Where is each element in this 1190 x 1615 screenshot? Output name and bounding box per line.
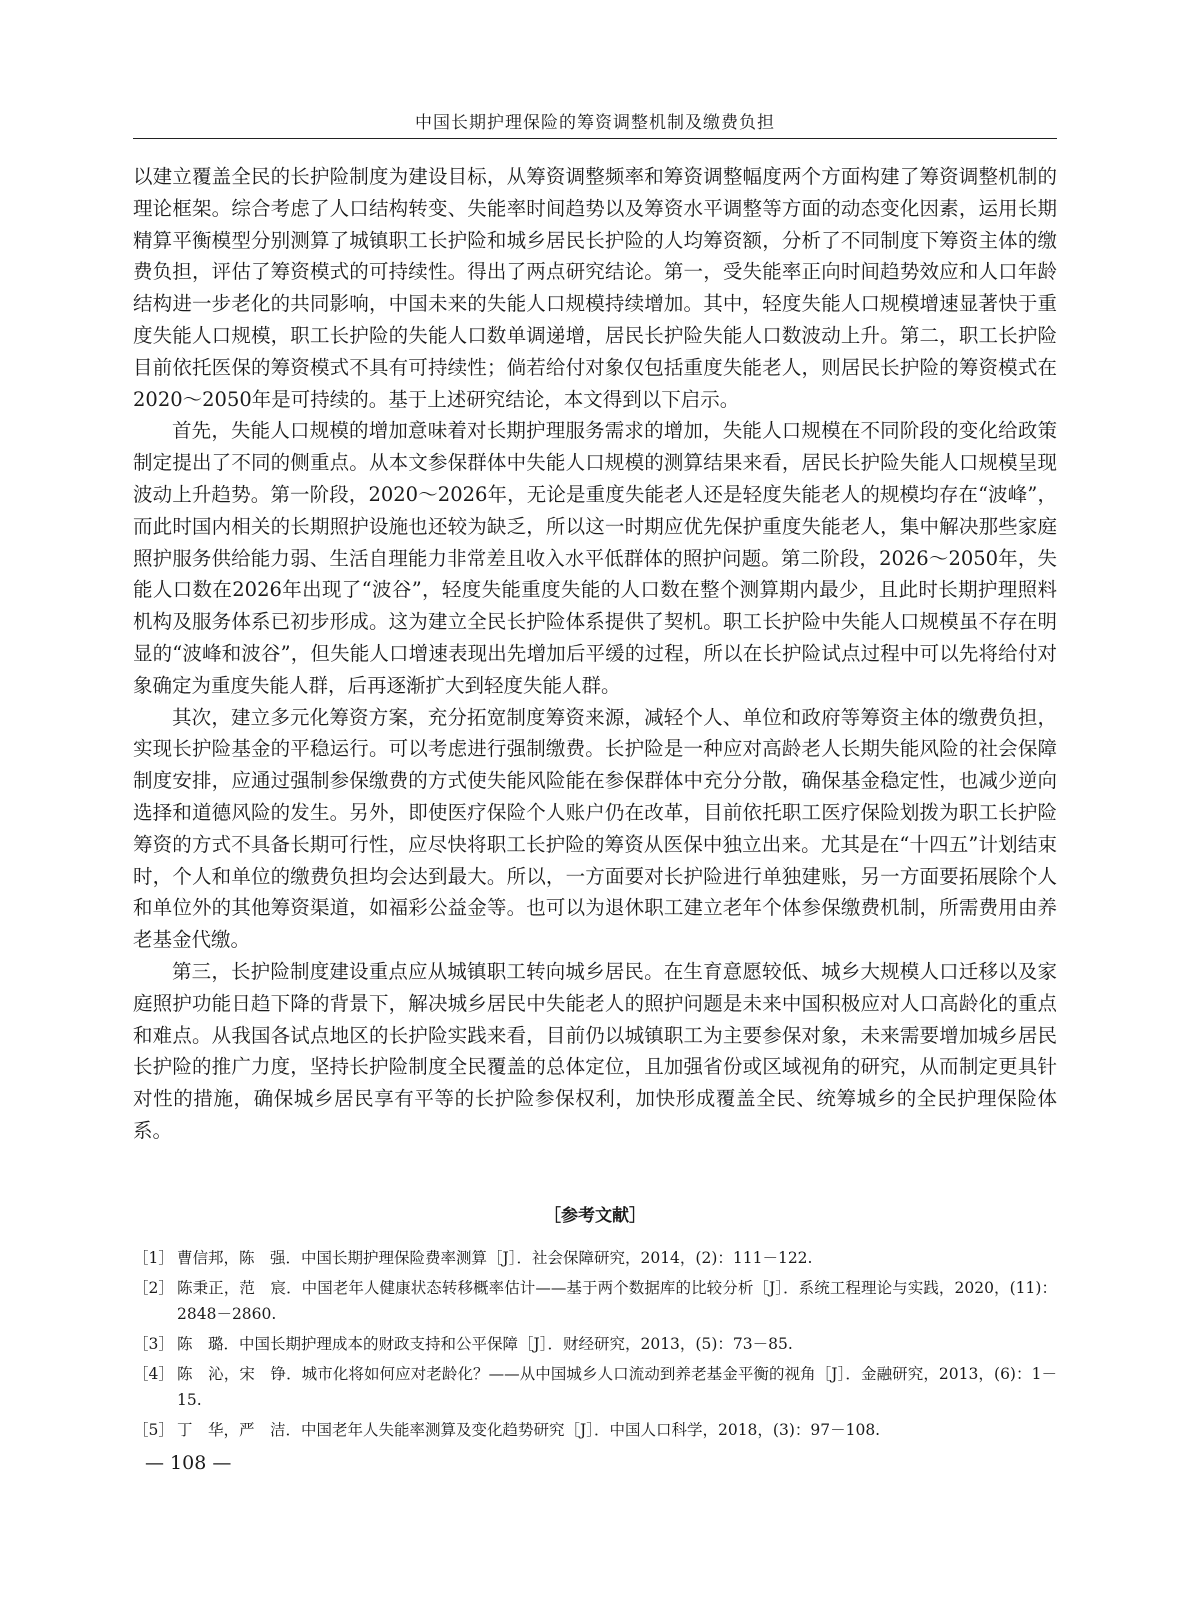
page-number: — 108 — xyxy=(145,1452,232,1474)
reference-number: ［2］ xyxy=(133,1279,174,1297)
body-paragraph: 第三，长护险制度建设重点应从城镇职工转向城乡居民。在生育意愿较低、城乡大规模人口迁移以及家庭照护功能日趋下降的背景下，解决城乡居民中失能老人的照护问题是未来中国积极应对人口高龄化的重点和难点。从我国各试点地区的长护险实践来看，目前仍以城镇职工为主要参保对象，未来需要增加城乡居民长护险的推广力度，坚持长护险制度全民覆盖的总体定位，且加强省份或区域视角的研究，从而制定更具针对性的措施，确保城乡居民享有平等的长护险参保权利，加快形成覆盖全民、统筹城乡的全民护理保险体系。 xyxy=(133,959,1057,1142)
article-body xyxy=(133,161,1057,1147)
references-list xyxy=(133,1245,1057,1447)
body-paragraph: 其次，建立多元化筹资方案，充分拓宽制度筹资来源，减轻个人、单位和政府等筹资主体的缴费负担，实现长护险基金的平稳运行。可以考虑进行强制缴费。长护险是一种应对高龄老人长期失能风险的社会保障制度安排，应通过强制参保缴费的方式使失能风险能在参保群体中充分分散，确保基金稳定性，也减少逆向选择和道德风险的发生。另外，即使医疗保险个人账户仍在改革，目前依托职工医疗保险划拨为职工长护险筹资的方式不具备长期可行性，应尽快将职工长护险的筹资从医保中独立出来。尤其是在“十四五”计划结束时，个人和单位的缴费负担均会达到最大。所以，一方面要对长护险进行单独建账，另一方面要拓展除个人和单位外的其他筹资渠道，如福彩公益金等。也可以为退休职工建立老年个体参保缴费机制，所需费用由养老基金代缴。 xyxy=(133,705,1057,952)
reference-item xyxy=(133,1245,1057,1271)
reference-item xyxy=(133,1417,1057,1443)
body-paragraph: 以建立覆盖全民的长护险制度为建设目标，从筹资调整频率和筹资调整幅度两个方面构建了筹资调整机制的理论框架。综合考虑了人口结构转变、失能率时间趋势以及筹资水平调整等方面的动态变化因素，运用长期精算平衡模型分别测算了城镇职工长护险和城乡居民长护险的人均筹资额，分析了不同制度下筹资主体的缴费负担，评估了筹资模式的可持续性。得出了两点研究结论。第一，受失能率正向时间趋势效应和人口年龄结构进一步老化的共同影响，中国未来的失能人口规模持续增加。其中，轻度失能人口规模增速显著快于重度失能人口规模，职工长护险的失能人口数单调递增，居民长护险失能人口数波动上升。第二，职工长护险目前依托医保的筹资模式不具有可持续性；倘若给付对象仅包括重度失能老人，则居民长护险的筹资模式在2020～2050年是可持续的。基于上述研究结论，本文得到以下启示。 xyxy=(133,165,1057,411)
reference-text: 陈 沁，宋 铮．城市化将如何应对老龄化？——从中国城乡人口流动到养老基金平衡的视角［J］．金融研究，2013，(6)：1－15. xyxy=(177,1365,1057,1409)
reference-number: ［5］ xyxy=(133,1421,174,1439)
reference-number: ［3］ xyxy=(133,1335,174,1353)
body-paragraph: 首先，失能人口规模的增加意味着对长期护理服务需求的增加，失能人口规模在不同阶段的变化给政策制定提出了不同的侧重点。从本文参保群体中失能人口规模的测算结果来看，居民长护险失能人口规模呈现波动上升趋势。第一阶段，2020～2026年，无论是重度失能老人还是轻度失能老人的规模均存在“波峰”，而此时国内相关的长期照护设施也还较为缺乏，所以这一时期应优先保护重度失能老人，集中解决那些家庭照护服务供给能力弱、生活自理能力非常差且收入水平低群体的照护问题。第二阶段，2026～2050年，失能人口数在2026年出现了“波谷”，轻度失能重度失能的人口数在整个测算期内最少，且此时长期护理照料机构及服务体系已初步形成。这为建立全民长护险体系提供了契机。职工长护险中失能人口规模虽不存在明显的“波峰和波谷”，但失能人口增速表现出先增加后平缓的过程，所以在长护险试点过程中可以先将给付对象确定为重度失能人群，后再逐渐扩大到轻度失能人群。 xyxy=(133,419,1057,697)
reference-item xyxy=(133,1331,1057,1357)
reference-number: ［4］ xyxy=(133,1365,174,1383)
running-header: 中国长期护理保险的筹资调整机制及缴费负担 xyxy=(415,113,775,133)
reference-item xyxy=(133,1361,1057,1413)
reference-item xyxy=(133,1275,1057,1327)
reference-text: 陈秉正，范 宸．中国老年人健康状态转移概率估计——基于两个数据库的比较分析［J］．系统工程理论与实践，2020，(11)：2848－2860. xyxy=(177,1279,1057,1323)
reference-text: 陈 璐．中国长期护理成本的财政支持和公平保障［J］．财经研究，2013，(5)：73－85. xyxy=(177,1335,793,1353)
reference-number: ［1］ xyxy=(133,1249,174,1267)
references-title: ［参考文献］ xyxy=(544,1206,646,1226)
header-rule xyxy=(133,138,1057,139)
reference-text: 曹信邦，陈 强．中国长期护理保险费率测算［J］．社会保障研究，2014，(2)：111－122. xyxy=(177,1249,813,1267)
reference-text: 丁 华，严 洁．中国老年人失能率测算及变化趋势研究［J］．中国人口科学，2018，(3)：97－108. xyxy=(177,1421,881,1439)
